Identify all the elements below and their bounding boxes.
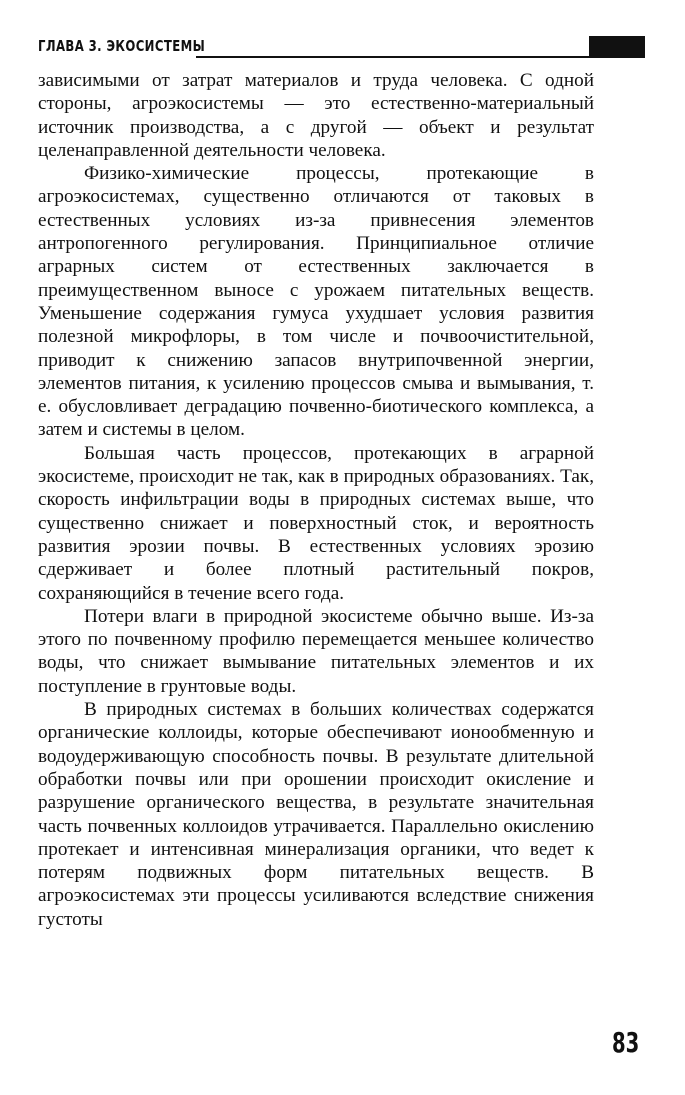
paragraph-colloids: В природных системах в больших количествах содержатся органические коллоиды, которые обеспечивают ионообменную и водоудерживающую способность почвы. В результате длительной обработки почвы или при орошении происходит окисление и разрушение органического вещества, в результате значительная часть почвенных коллоидов утрачивается. Параллельно окислению протекает и интенсивная минерализация органики, что ведет к потерям подвижных форм питательных веществ. В агроэкосистемах эти процессы усиливаются вследствие снижения густоты — [38, 699, 594, 930]
chapter-title: ГЛАВА 3. ЭКОСИСТЕМЫ — [38, 37, 206, 55]
paragraph-processes: Большая часть процессов, протекающих в аграрной экосистеме, происходит не так, как в природных образованиях. Так, скорость инфильтрации воды в природных системах выше, что существенно снижает и поверхностный сток, и вероятность развития эрозии почвы. В естественных условиях эрозию сдерживает и более плотный растительный покров, сохраняющийся в течение всего года. — [38, 442, 594, 604]
paragraph-moisture-loss: Потери влаги в природной экосистеме обычно выше. Из-за этого по почвенному профилю перемещается меньшее количество воды, что снижает вымывание питательных элементов и их поступление в грунтовые воды. — [38, 605, 594, 697]
text-body — [38, 69, 594, 931]
header-black-block — [589, 36, 645, 58]
page-number: 83 — [612, 1026, 640, 1059]
header-rule — [196, 56, 589, 58]
paragraph-physicochemical: Физико-химические процессы, протекающие в агроэкосистемах, существенно отличаются от таковых в естественных условиях из-за привнесения элементов антропогенного регулирования. Принципиальное отличие аграрных систем от естественных заключается в преимущественном выносе с урожаем питательных веществ. Уменьшение содержания гумуса ухудшает условия развития полезной микрофлоры, в том числе и почвоочистительной, приводит к снижению запасов внутрипочвенной энергии, элементов питания, к усилению процессов смыва и вымывания, т. е. обусловливает деградацию почвенно-биотического комплекса, а затем и системы в целом. — [38, 163, 594, 441]
paragraph-continuation: зависимыми от затрат материалов и труда человека. С одной стороны, агроэкосистемы — это естественно-материальный источник производства, а с другой — объект и результат целенаправленной деятельности человека. — [38, 70, 594, 161]
running-head — [38, 36, 645, 60]
